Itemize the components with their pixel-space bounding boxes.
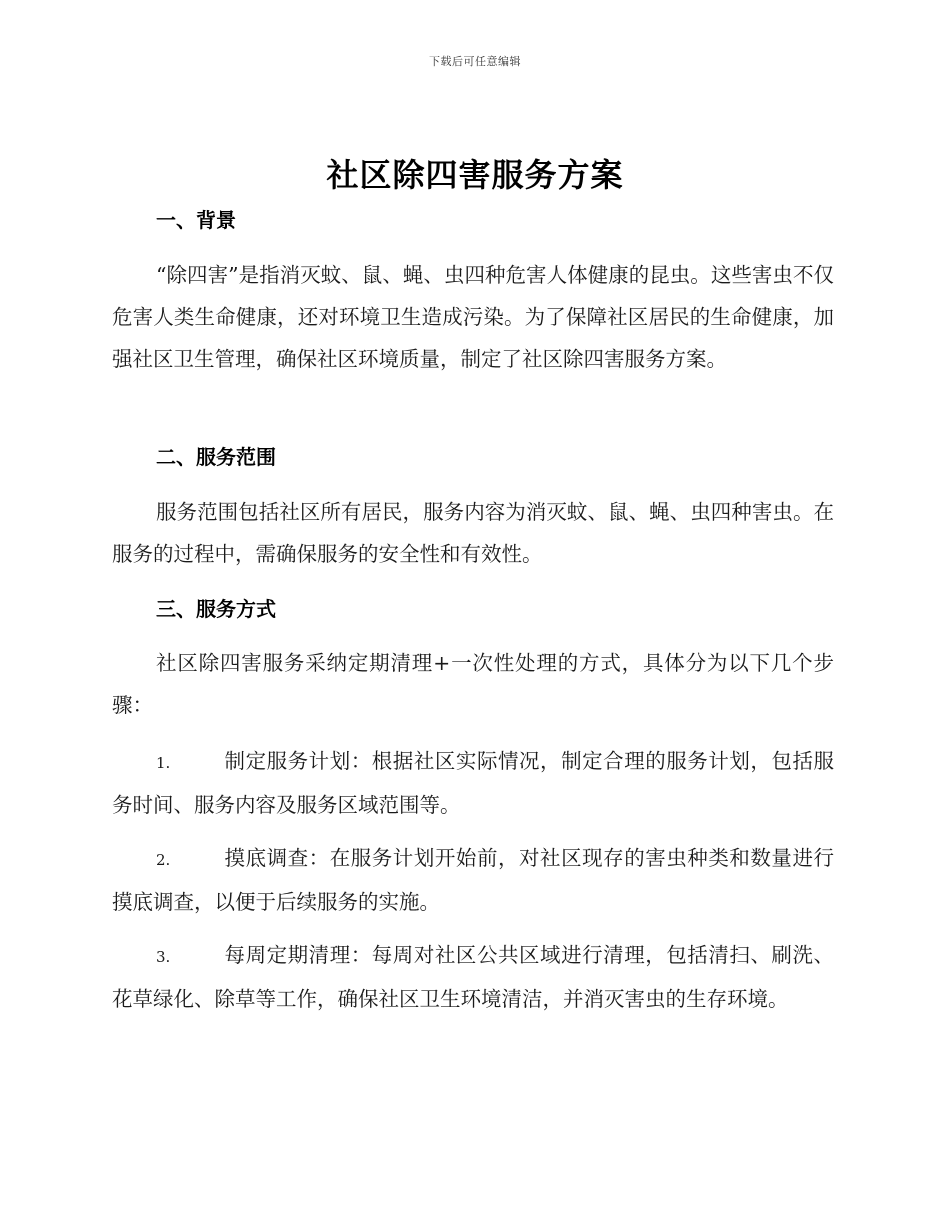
step-text: 制定服务计划：根据社区实际情况，制定合理的服务计划，包括服务时间、服务内容及服务区域范围等。 (112, 749, 834, 817)
list-item (112, 740, 834, 826)
step-number: 2. (156, 851, 171, 869)
section-paragraph-method: 社区除四害服务采纳定期清理+一次性处理的方式，具体分为以下几个步骤： (112, 651, 834, 717)
step-number: 3. (156, 948, 171, 966)
document-title: 社区除四害服务方案 (326, 156, 624, 194)
step-text: 摸底调查：在服务计划开始前，对社区现存的害虫种类和数量进行摸底调查，以便于后续服务的实施。 (112, 846, 834, 914)
list-item (112, 934, 834, 1020)
step-text: 每周定期清理：每周对社区公共区域进行清理，包括清扫、刷洗、花草绿化、除草等工作，确保社区卫生环境清洁，并消灭害虫的生存环境。 (112, 943, 834, 1011)
step-number: 1. (156, 754, 171, 772)
section-heading-method: 三、服务方式 (156, 597, 276, 621)
section-heading-background: 一、背景 (156, 208, 236, 232)
section-paragraph-scope: 服务范围包括社区所有居民，服务内容为消灭蚊、鼠、蝇、虫四种害虫。在服务的过程中，需确保服务的安全性和有效性。 (112, 500, 834, 566)
header-note: 下载后可任意编辑 (429, 55, 521, 68)
section-paragraph-background: “除四害”是指消灭蚊、鼠、蝇、虫四种危害人体健康的昆虫。这些害虫不仅危害人类生命健康，还对环境卫生造成污染。为了保障社区居民的生命健康，加强社区卫生管理，确保社区环境质量，制定了社区除四害服务方案。 (112, 263, 834, 371)
list-item (112, 837, 834, 923)
section-heading-scope: 二、服务范围 (156, 445, 276, 469)
